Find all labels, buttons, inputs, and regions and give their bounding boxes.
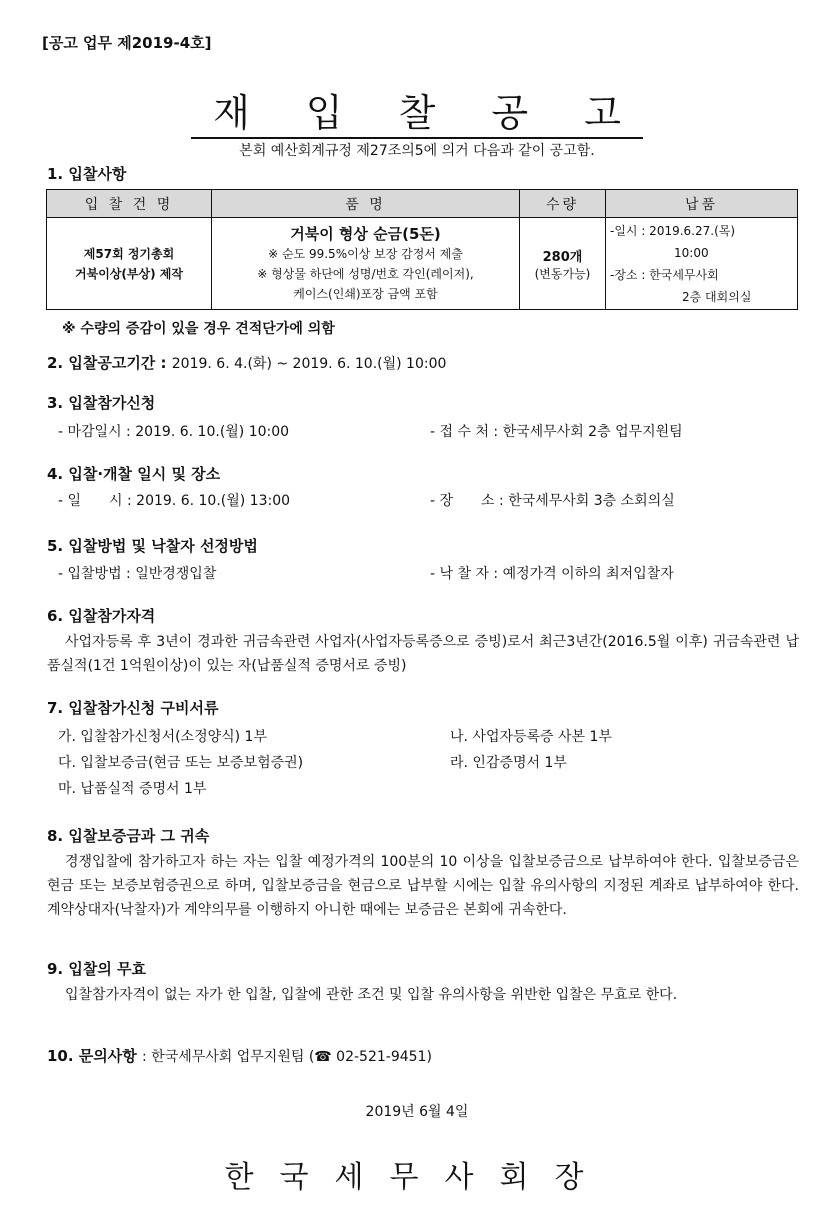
- document-title: 재 입 찰 공 고: [191, 91, 643, 139]
- section-6-heading: 6. 입찰참가자격: [47, 607, 156, 625]
- section-9-text: [47, 983, 799, 1007]
- header-delivery: 납품: [606, 190, 798, 218]
- document-title-wrap: [0, 82, 834, 137]
- item-line: ※ 순도 99.5%이상 보장 감정서 제출: [268, 246, 463, 261]
- delivery-line: -장소 : 한국세무사회: [610, 267, 719, 282]
- section-6-paragraph: 사업자등록 후 3년이 경과한 귀금속관련 사업자(사업자등록증으로 증빙)로서 최근3년간(2016.5월 이후) 귀금속관련 납품실적(1건 1억원이상)이 있는 자(납품실적 증명서로 증빙): [47, 634, 799, 674]
- qty-value: 280개: [542, 249, 583, 265]
- doc-item: 마. 납품실적 증명서 1부: [58, 781, 207, 797]
- qty-note: (변동가능): [534, 266, 591, 281]
- quantity-note: ※ 수량의 증감이 있을 경우 견적단가에 의함: [62, 321, 335, 337]
- bid-name-line: 거북이상(부상) 제작: [75, 266, 183, 281]
- bid-name-line: 제57회 정기총회: [83, 246, 175, 261]
- header-item: 품 명: [212, 190, 520, 218]
- qty-cell: [520, 218, 606, 310]
- bid-table: [46, 189, 798, 310]
- bid-name-cell: [47, 218, 212, 310]
- section-5-left: - 입찰방법 : 일반경쟁입찰: [58, 566, 217, 582]
- section-2-heading: [47, 352, 446, 373]
- section-3-heading: 3. 입찰참가신청: [47, 394, 156, 412]
- section-8-heading: 8. 입찰보증금과 그 귀속: [47, 827, 210, 845]
- section-9-heading: 9. 입찰의 무효: [47, 960, 147, 978]
- item-cell: [212, 218, 520, 310]
- section-10-value: : 한국세무사회 업무지원팀 (☎ 02-521-9451): [142, 1049, 432, 1065]
- bid-table-row: [47, 218, 798, 310]
- header-qty: 수량: [520, 190, 606, 218]
- section-3-right: - 접 수 처 : 한국세무사회 2층 업무지원팀: [430, 424, 683, 440]
- bid-table-header-row: [47, 190, 798, 218]
- section-4-heading: 4. 입찰·개찰 일시 및 장소: [47, 465, 221, 483]
- document-date: 2019년 6월 4일: [365, 1104, 469, 1120]
- delivery-cell: [606, 218, 798, 310]
- doc-item: 가. 입찰참가신청서(소정양식) 1부: [58, 729, 267, 745]
- section-8-paragraph: 경쟁입찰에 참가하고자 하는 자는 입찰 예정가격의 100분의 10 이상을 입찰보증금으로 납부하여야 한다. 입찰보증금은 현금 또는 보증보험증권으로 하며, 입찰보증금을 현금으로 납부할 시에는 입찰 유의사항의 지정된 계좌로 납부하여야 한다. 계약상대자(낙찰자)가 계약의무를 이행하지 아니한 때에는 보증금은 본회에 귀속한다.: [47, 854, 799, 918]
- section-9-paragraph: 입찰참가자격이 없는 자가 한 입찰, 입찰에 관한 조건 및 입찰 유의사항을 위반한 입찰은 무효로 한다.: [65, 987, 678, 1003]
- delivery-line: 2층 대회의실: [682, 289, 752, 304]
- section-7-heading: 7. 입찰참가신청 구비서류: [47, 699, 219, 717]
- section-2-value: 2019. 6. 4.(화) ~ 2019. 6. 10.(월) 10:00: [171, 356, 447, 372]
- doc-item: 나. 사업자등록증 사본 1부: [450, 729, 612, 745]
- section-4-right: - 장 소 : 한국세무사회 3층 소회의실: [430, 493, 675, 509]
- section-10-label: 10. 문의사항: [47, 1047, 137, 1065]
- section-10-heading: [47, 1045, 432, 1066]
- section-6-text: [47, 630, 799, 678]
- section-5-heading: 5. 입찰방법 및 낙찰자 선정방법: [47, 537, 258, 555]
- delivery-line: 10:00: [674, 245, 709, 260]
- doc-item: 라. 인감증명서 1부: [450, 755, 567, 771]
- item-title: 거북이 형상 순금(5돈): [290, 224, 441, 243]
- doc-item: 다. 입찰보증금(현금 또는 보증보험증권): [58, 755, 304, 771]
- intro-text: 본회 예산회계규정 제27조의5에 의거 다음과 같이 공고함.: [239, 143, 595, 159]
- section-8-text: [47, 850, 799, 922]
- section-5-right: - 낙 찰 자 : 예정가격 이하의 최저입찰자: [430, 566, 674, 582]
- section-2-label: 2. 입찰공고기간 :: [47, 354, 167, 372]
- signature: 한국세무사회장: [224, 1160, 610, 1195]
- notice-number: [공고 업무 제2019-4호]: [42, 34, 212, 52]
- section-3-left: - 마감일시 : 2019. 6. 10.(월) 10:00: [58, 424, 290, 440]
- item-line: 케이스(인쇄)포장 금액 포함: [293, 286, 438, 301]
- section-4-left: - 일 시 : 2019. 6. 10.(월) 13:00: [58, 493, 291, 509]
- header-bid-name: 입 찰 건 명: [47, 190, 212, 218]
- item-line: ※ 형상물 하단에 성명/번호 각인(레이저),: [257, 266, 474, 281]
- delivery-line: -일시 : 2019.6.27.(목): [610, 223, 736, 238]
- section-1-heading: 1. 입찰사항: [47, 165, 127, 183]
